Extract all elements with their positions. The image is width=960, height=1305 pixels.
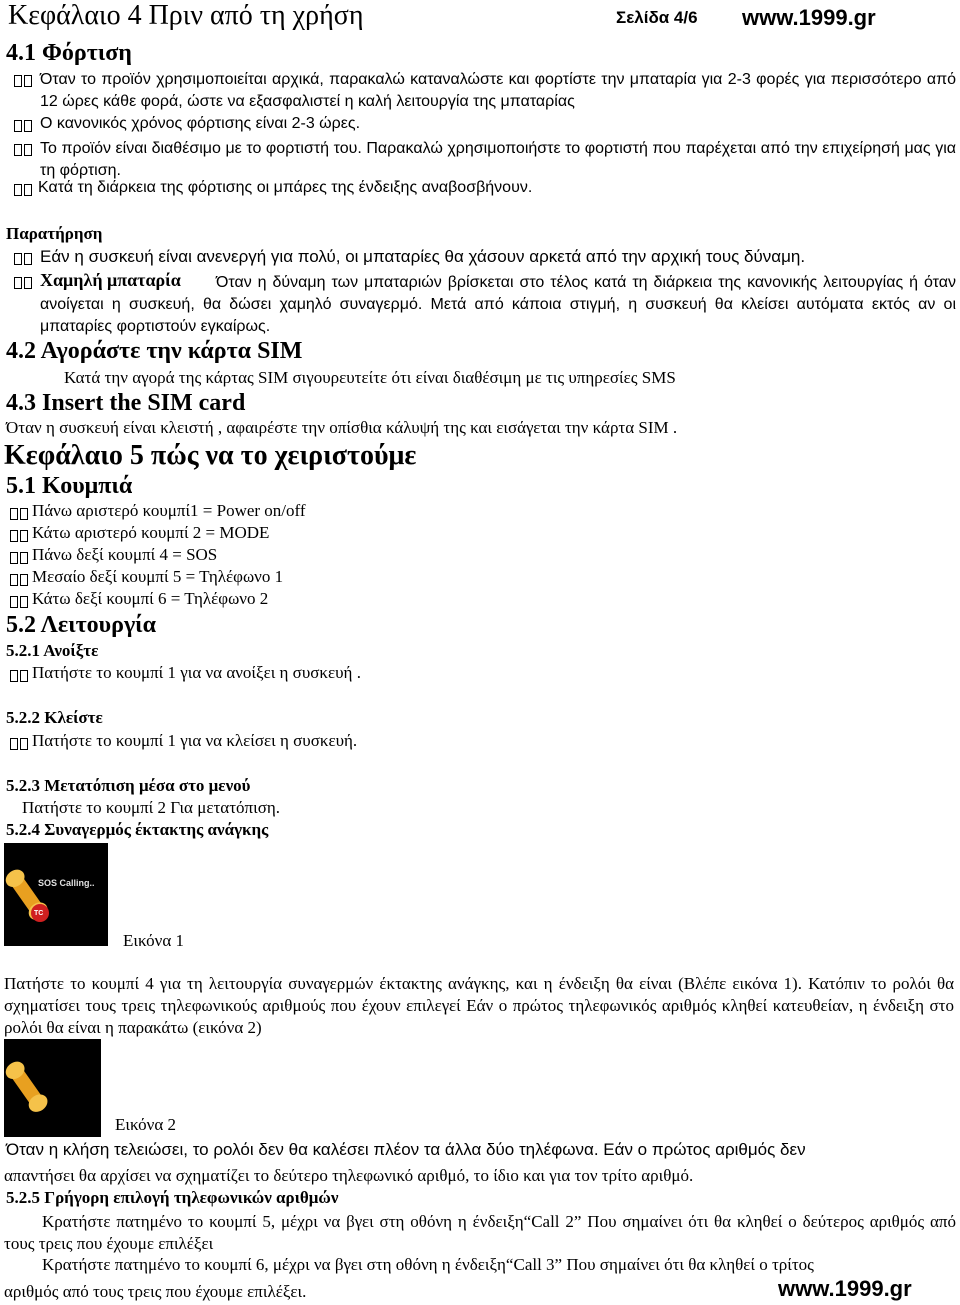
section-5-2-2-title: 5.2.2 Κλείστε [6, 708, 103, 727]
bullet-box-icon [14, 119, 34, 133]
button-item-3: Πάνω δεξί κουμπί 4 = SOS [32, 545, 218, 564]
bullet-box-icon [10, 573, 30, 587]
charging-bullet-3: Το προϊόν είναι διαθέσιμο με το φορτιστή του. Παρακαλώ χρησιμοποιήστε το φορτιστή που παρέχεται από την επιχείρησή μας για τη φόρτιση. [40, 140, 956, 179]
sim-purchase-text: Κατά την αγορά της κάρτας SIM σιγουρευτείτε ότι είναι διαθέσιμη με τις υπηρεσίες SMS [64, 368, 676, 387]
section-5-2-1-title: 5.2.1 Ανοίξτε [6, 641, 99, 660]
button-item-1: Πάνω αριστερό κουμπί1 = Power on/off [32, 501, 306, 520]
chapter-title: Κεφάλαιο 4 Πριν από τη χρήση [8, 0, 364, 31]
section-4-3-title: 4.3 Insert the SIM card [6, 390, 246, 416]
button-item-5: Κάτω δεξί κουμπί 6 = Τηλέφωνο 2 [32, 589, 269, 608]
page-label: Σελίδα 4/6 [616, 8, 698, 27]
power-off-text: Πατήστε το κουμπί 1 για να κλείσει η συσκευή. [32, 731, 358, 750]
low-battery-label: Χαμηλή μπαταρία [40, 270, 181, 290]
button-item-2: Κάτω αριστερό κουμπί 2 = MODE [32, 523, 270, 542]
section-5-1-title: 5.1 Κουμπιά [6, 473, 133, 499]
sos-description: Πατήστε το κουμπί 4 για τη λειτουργία συναγερμών έκτακτης ανάγκης, και η ένδειξη θα είναι (Βλέπε εικόνα 1). Κατόπιν το ρολόι θα σχηματίσει τους τρεις τηλεφωνικούς αριθμούς που έχουν επιλεγεί Εάν ο πρώτος τηλεφωνικός αριθμός κληθεί κατευθείαν, η ένδειξη στο ρολόι θα είναι η παρακάτω (εικόνα 2) [4, 974, 954, 1037]
header-site-link[interactable]: www.1999.gr [742, 5, 876, 30]
quick-dial-call-3-line-2: αριθμός από τους τρεις που έχουμε επιλέξει. [4, 1282, 307, 1301]
sim-insert-text: Όταν η συσκευή είναι κλειστή , αφαιρέστε την οπίσθια κάλυψή της και εισάγεται την κάρτα SIM . [6, 418, 678, 437]
section-4-2-title: 4.2 Αγοράστε την κάρτα SIM [6, 338, 303, 364]
note-title: Παρατήρηση [6, 224, 103, 243]
sos-badge-label: TC [34, 910, 44, 917]
charging-bullet-2: Ο κανονικός χρόνος φόρτισης είναι 2-3 ώρες. [40, 115, 361, 132]
bullet-box-icon [10, 529, 30, 543]
section-5-2-3-title: 5.2.3 Μετατόπιση μέσα στο μενού [6, 776, 251, 795]
sos-phone-icon [4, 843, 108, 946]
sos-calling-label: SOS Calling.. [38, 878, 95, 888]
bullet-box-icon [10, 737, 30, 751]
figure-2-call-screen [4, 1039, 101, 1137]
chapter-5-title: Κεφάλαιο 5 πώς να το χειριστούμε [4, 440, 417, 471]
quick-dial-call-2: Κρατήστε πατημένο το κουμπί 5, μέχρι να βγει στη οθόνη η ένδειξη“Call 2” Που σημαίνει ότι θα κληθεί ο δεύτερος αριθμός από τους τρεις που έχουμε επιλέξει [4, 1212, 956, 1253]
footer-site-link[interactable]: www.1999.gr [778, 1276, 912, 1301]
bullet-box-icon [10, 595, 30, 609]
power-on-text: Πατήστε το κουμπί 1 για να ανοίξει η συσκευή . [32, 663, 361, 682]
charging-bullet-1: Όταν το προϊόν χρησιμοποιείται αρχικά, παρακαλώ καταναλώστε και φορτίστε την μπαταρία για 2-3 φορές για περισσότερο από 12 ώρες κάθε φορά, ώστε να εξασφαλιστεί η καλή λειτουργία της μπαταρίας [40, 71, 956, 110]
section-5-2-5-title: 5.2.5 Γρήγορη επιλογή τηλεφωνικών αριθμών [6, 1188, 339, 1207]
bullet-box-icon [14, 74, 34, 88]
call-end-line-1: Όταν η κλήση τελειώσει, το ρολόι δεν θα καλέσει πλέον τα άλλα δύο τηλέφωνα. Εάν ο πρώτος αριθμός δεν [6, 1140, 806, 1159]
figure-1-sos-screen [4, 843, 108, 946]
section-5-2-4-title: 5.2.4 Συναγερμός έκτακτης ανάγκης [6, 820, 269, 839]
section-5-2-title: 5.2 Λειτουργία [6, 612, 156, 638]
bullet-box-icon [14, 183, 34, 197]
figure-2-caption: Εικόνα 2 [115, 1115, 176, 1134]
calling-phone-icon [4, 1039, 101, 1137]
note-bullet-2: Όταν η δύναμη των μπαταριών βρίσκεται στο τέλος κατά τη διάρκεια της κανονικής λειτουργίας ή όταν ανοίγεται η συσκευή, θα δώσει χαμηλό συναγερμό. Μετά από κάποια στιγμή, η συσκευή θα κλείσει αυτόματα εκτός αν οι μπαταρίες φορτιστούν εγκαίρως. [40, 274, 956, 335]
call-end-line-2: απαντήσει θα αρχίσει να σχηματίζει το δεύτερο τηλεφωνικό αριθμό, το ίδιο και για τον τρίτο αριθμό. [4, 1166, 694, 1185]
quick-dial-call-3-line-1: Κρατήστε πατημένο το κουμπί 6, μέχρι να βγει στη οθόνη η ένδειξη“Call 3” Που σημαίνει ότι θα κληθεί ο τρίτος [42, 1255, 814, 1274]
figure-1-caption: Εικόνα 1 [123, 931, 184, 950]
button-item-4: Μεσαίο δεξί κουμπί 5 = Τηλέφωνο 1 [32, 567, 284, 586]
bullet-box-icon [10, 551, 30, 565]
bullet-box-icon [10, 669, 30, 683]
bullet-box-icon [10, 507, 30, 521]
note-bullet-1: Εάν η συσκευή είναι ανενεργή για πολύ, οι μπαταρίες θα χάσουν αρκετά από την αρχική τους δύναμη. [40, 247, 806, 266]
section-4-1-title: 4.1 Φόρτιση [6, 40, 132, 66]
charging-bullet-4: Κατά τη διάρκεια της φόρτισης οι μπάρες της ένδειξης αναβοσβήνουν. [38, 179, 533, 196]
menu-shift-text: Πατήστε το κουμπί 2 Για μετατόπιση. [22, 798, 280, 817]
bullet-box-icon [14, 276, 34, 290]
bullet-box-icon [14, 143, 34, 157]
bullet-box-icon [14, 252, 34, 266]
